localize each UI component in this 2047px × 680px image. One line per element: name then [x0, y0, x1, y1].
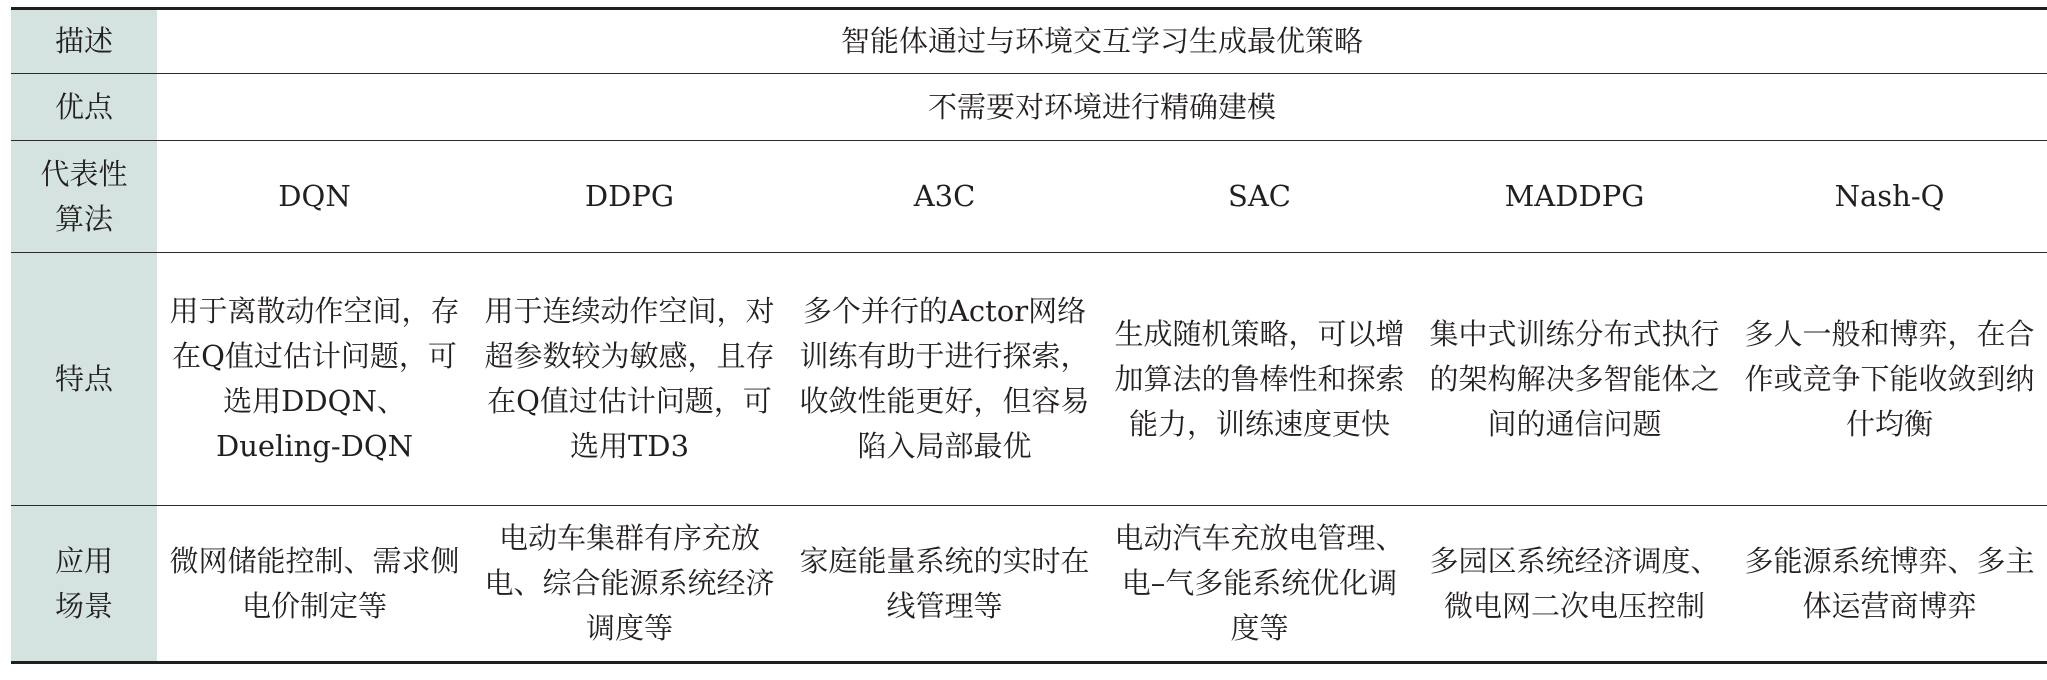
feature-ddpg: [472, 253, 787, 506]
feature-a3c: [787, 253, 1102, 506]
application-a3c-text: 家庭能量系统的实时在线管理等: [799, 543, 1090, 623]
application-dqn-text: 微网储能控制、需求侧电价制定等: [169, 543, 460, 623]
features-label: 特点: [11, 253, 157, 506]
advantage-row: [11, 74, 2047, 141]
application-sac: [1102, 506, 1417, 663]
application-a3c: [787, 506, 1102, 663]
application-maddpg: [1417, 506, 1732, 663]
feature-sac-text: 生成随机策略，可以增加算法的鲁棒性和探索能力，训练速度更快: [1114, 316, 1405, 441]
feature-sac: [1102, 253, 1417, 506]
algorithms-label-line2: 算法: [54, 201, 113, 236]
feature-nash-q-text: 多人一般和博弈，在合作或竞争下能收敛到纳什均衡: [1744, 316, 2035, 441]
algorithm-dqn: DQN: [157, 141, 472, 253]
application-nash-q-text: 多能源系统博弈、多主体运营商博弈: [1744, 543, 2035, 623]
algorithm-ddpg: DDPG: [472, 141, 787, 253]
application-nash-q: [1732, 506, 2047, 663]
algorithm-nash-q: Nash-Q: [1732, 141, 2047, 253]
applications-label-line2: 场景: [54, 588, 113, 623]
algorithm-maddpg: MADDPG: [1417, 141, 1732, 253]
algorithms-label: [11, 141, 157, 253]
application-dqn: [157, 506, 472, 663]
features-row: [11, 253, 2047, 506]
feature-dqn-text: 用于离散动作空间，存在Q值过估计问题，可选用DDQN、Dueling-DQN: [169, 294, 460, 463]
algorithm-sac: SAC: [1102, 141, 1417, 253]
feature-ddpg-text: 用于连续动作空间，对超参数较为敏感，且存在Q值过估计问题，可选用TD3: [484, 294, 775, 463]
reinforcement-learning-table: [11, 7, 2047, 664]
advantage-value: 不需要对环境进行精确建模: [157, 74, 2047, 141]
algorithms-row: [11, 141, 2047, 253]
application-ddpg-text: 电动车集群有序充放电、综合能源系统经济调度等: [484, 521, 775, 645]
description-value: 智能体通过与环境交互学习生成最优策略: [157, 9, 2047, 74]
applications-label-line1: 应用: [54, 543, 113, 578]
feature-a3c-text: 多个并行的Actor网络训练有助于进行探索，收敛性能更好，但容易陷入局部最优: [799, 294, 1090, 463]
algorithms-label-line1: 代表性: [40, 156, 128, 191]
applications-label: [11, 506, 157, 663]
applications-row: [11, 506, 2047, 663]
application-sac-text: 电动汽车充放电管理、电–气多能系统优化调度等: [1114, 521, 1405, 645]
advantage-label: 优点: [11, 74, 157, 141]
application-ddpg: [472, 506, 787, 663]
feature-maddpg: [1417, 253, 1732, 506]
feature-dqn: [157, 253, 472, 506]
feature-nash-q: [1732, 253, 2047, 506]
application-maddpg-text: 多园区系统经济调度、微电网二次电压控制: [1429, 543, 1720, 623]
description-label: 描述: [11, 9, 157, 74]
algorithm-a3c: A3C: [787, 141, 1102, 253]
description-row: [11, 9, 2047, 74]
feature-maddpg-text: 集中式训练分布式执行的架构解决多智能体之间的通信问题: [1429, 316, 1720, 441]
